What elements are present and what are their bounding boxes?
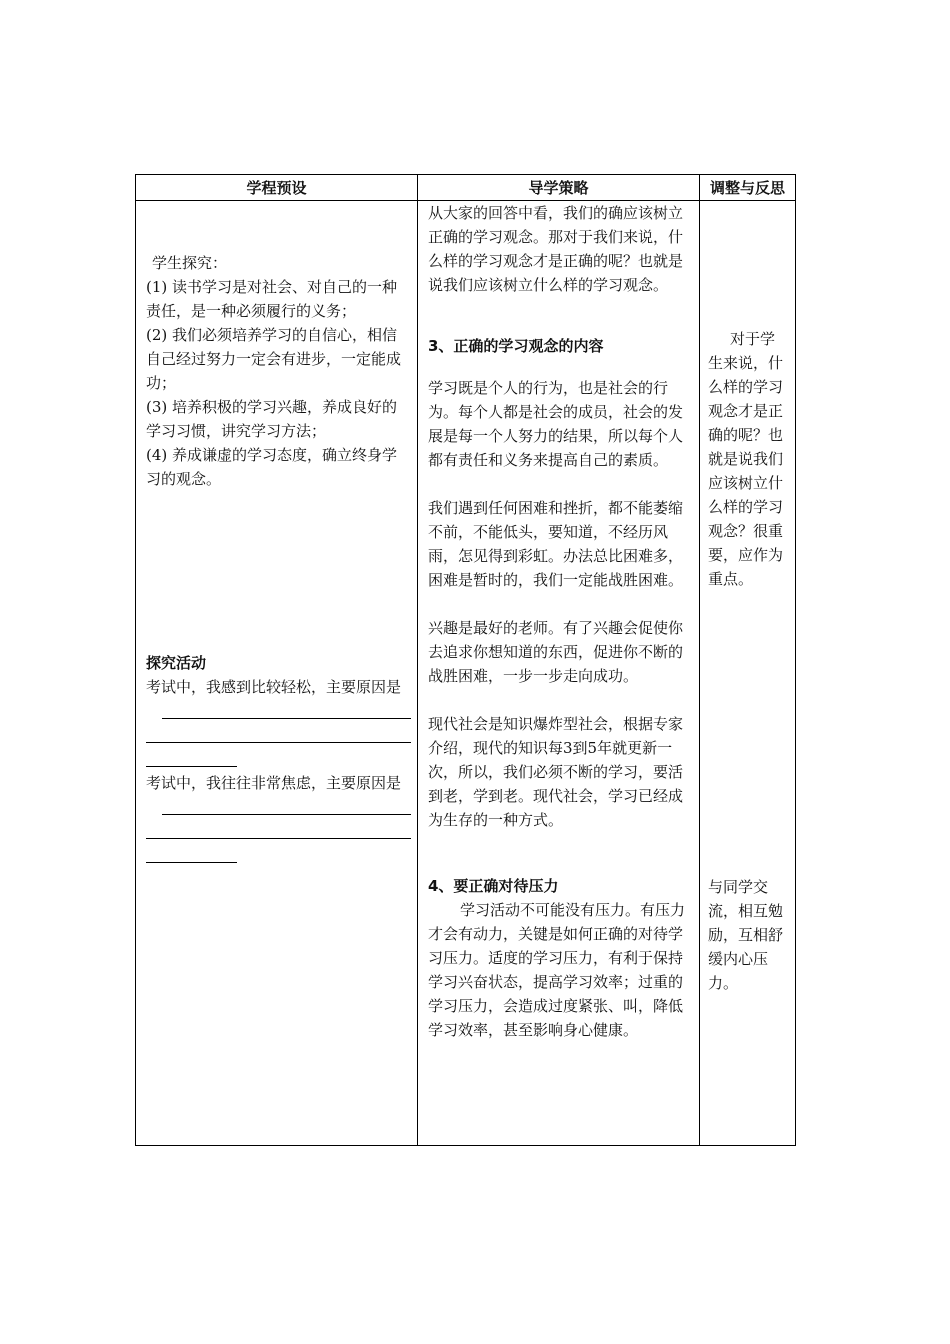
inquiry-title: 学生探究： xyxy=(152,254,228,272)
paragraph-pressure: 学习活动不可能没有压力。有压力才会有动力，关键是如何正确的对待学习压力。适度的学习压力，有利于保持学习兴奋状态，提高学习效率；过重的学习压力，会造成过度紧张、叫，降低学习效率，甚至影响身心健康。 xyxy=(428,901,686,1039)
reflection-note-2: 与同学交流，相互勉励，互相舒缓内心压力。 xyxy=(708,878,784,992)
section-3-title: 3、正确的学习观念的内容 xyxy=(428,337,604,355)
activity-title: 探究活动 xyxy=(146,654,207,672)
answer-line xyxy=(146,742,411,743)
header-guidance-strategy: 导学策略 xyxy=(418,175,700,201)
answer-line xyxy=(146,862,237,863)
inquiry-item-4: (4) 养成谦虚的学习态度，确立终身学习的观念。 xyxy=(146,446,398,488)
inquiry-item-3: (3) 培养积极的学习兴趣，养成良好的学习习惯，讲究学习方法； xyxy=(146,398,398,440)
answer-line xyxy=(162,718,411,719)
header-adjust-reflect: 调整与反思 xyxy=(700,175,796,201)
paragraph-knowledge: 现代社会是知识爆炸型社会，根据专家介绍，现代的知识每3到5年就更新一次，所以，我们必须不断的学习，要活到老，学到老。现代社会，学习已经成为生存的一种方式。 xyxy=(428,715,684,829)
answer-line xyxy=(146,766,237,767)
reflection-note-1: 对于学生来说，什么样的学习观念才是正确的呢？也就是说我们应该树立什么样的学习观念？很重要，应作为重点。 xyxy=(708,330,784,588)
activity-prompt-1: 考试中，我感到比较轻松，主要原因是 xyxy=(146,678,402,696)
paragraph-interest: 兴趣是最好的老师。有了兴趣会促使你去追求你想知道的东西，促进你不断的战胜困难，一步一步走向成功。 xyxy=(428,619,684,685)
section-4-title: 4、要正确对待压力 xyxy=(428,877,559,895)
cell-adjust-reflect xyxy=(700,201,796,1146)
activity-prompt-2: 考试中，我往往非常焦虑，主要原因是 xyxy=(146,774,402,792)
paragraph-society: 学习既是个人的行为，也是社会的行为。每个人都是社会的成员，社会的发展是每一个人努力的结果，所以每个人都有责任和义务来提高自己的素质。 xyxy=(428,379,684,469)
paragraph-difficulty: 我们遇到任何困难和挫折，都不能萎缩不前，不能低头，要知道，不经历风雨，怎见得到彩虹。办法总比困难多，困难是暂时的，我们一定能战胜困难。 xyxy=(428,499,684,589)
intro-paragraph: 从大家的回答中看，我们的确应该树立正确的学习观念。那对于我们来说，什么样的学习观念才是正确的呢？也就是说我们应该树立什么样的学习观念。 xyxy=(428,204,684,294)
table-header-row xyxy=(136,175,796,201)
table-body-row xyxy=(136,201,796,1146)
answer-line xyxy=(146,838,411,839)
lesson-plan-table xyxy=(135,174,796,1146)
header-learning-preset: 学程预设 xyxy=(136,175,418,201)
inquiry-item-2: (2) 我们必须培养学习的自信心，相信自己经过努力一定会有进步，一定能成功； xyxy=(146,326,402,392)
answer-line xyxy=(162,814,411,815)
inquiry-item-1: (1) 读书学习是对社会、对自己的一种责任，是一种必须履行的义务； xyxy=(146,278,398,320)
cell-learning-preset xyxy=(136,201,418,1146)
cell-guidance-strategy xyxy=(418,201,700,1146)
